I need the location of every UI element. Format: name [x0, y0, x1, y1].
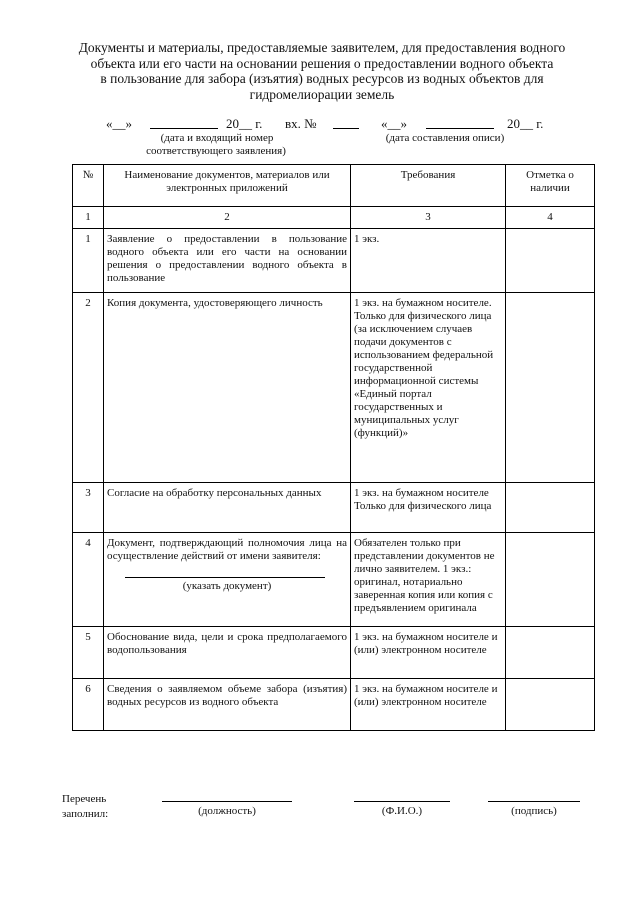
left-date-day: «__» — [106, 116, 132, 131]
position-caption: (должность) — [198, 805, 256, 817]
table-row — [73, 293, 595, 483]
row-mark-cell[interactable] — [506, 293, 595, 483]
row-requirements: 1 экз. — [351, 229, 506, 293]
table-row — [73, 627, 595, 679]
row-num: 4 — [73, 533, 104, 627]
left-caption-2: соответствующего заявления) — [146, 145, 286, 157]
table-row — [73, 533, 595, 627]
row-name: Документ, подтверждающий полномочия лица на осуществление действий от имени заявителя: — [107, 537, 347, 562]
row-num: 5 — [73, 627, 104, 679]
fio-caption: (Ф.И.О.) — [381, 805, 423, 817]
documents-table — [72, 164, 595, 731]
row-mark-cell[interactable] — [506, 229, 595, 293]
filled-by-label-2: заполнил: — [62, 808, 109, 820]
row-num: 1 — [73, 229, 104, 293]
row-requirements: Обязателен только при представлении документов не лично заявителем. 1 экз.: оригинал, нотариально заверенная копия или копия с предъявлением оригинала — [351, 533, 506, 627]
signature-caption: (подпись) — [511, 805, 557, 817]
right-date-day: «__» — [381, 116, 407, 131]
row-name-cell — [104, 533, 351, 627]
row-requirements: 1 экз. на бумажном носителе и (или) электронном носителе — [351, 627, 506, 679]
left-caption-1: (дата и входящий номер — [160, 132, 274, 144]
title-line-4: гидромелиорации земель — [249, 86, 395, 102]
fio-line[interactable] — [354, 801, 450, 802]
row-num: 6 — [73, 679, 104, 731]
header-mark: Отметка о наличии — [506, 165, 595, 207]
index-cell-4: 4 — [506, 207, 595, 229]
left-date-month-line — [150, 128, 218, 129]
row-num: 3 — [73, 483, 104, 533]
row-requirements: 1 экз. на бумажном носителе. Только для физического лица (за исключением случаев подачи документов с использованием федеральной государственной информационной системы «Единый портал государственных и муниципальных услуг (функций)» — [351, 293, 506, 483]
table-row — [73, 229, 595, 293]
row-name: Обоснование вида, цели и срока предполагаемого водопользования — [104, 627, 351, 679]
index-cell-1: 1 — [73, 207, 104, 229]
table-index-row — [73, 207, 595, 229]
table-header-row — [73, 165, 595, 207]
document-title — [62, 40, 582, 102]
document-input-line[interactable] — [125, 577, 325, 578]
title-line-3: в пользование для забора (изъятия) водных ресурсов из водных объектов для — [100, 71, 544, 86]
row-num: 2 — [73, 293, 104, 483]
incoming-number-label: вх. № — [285, 116, 317, 131]
row-name: Согласие на обработку персональных данных — [104, 483, 351, 533]
signature-block — [0, 793, 640, 853]
row-name: Копия документа, удостоверяющего личность — [104, 293, 351, 483]
index-cell-2: 2 — [104, 207, 351, 229]
document-input-caption: (указать документ) — [182, 580, 272, 592]
title-line-2: объекта или его части на основании решения о предоставлении водного объекта — [90, 55, 554, 71]
position-line[interactable] — [162, 801, 292, 802]
row-name: Сведения о заявляемом объеме забора (изъятия) водных ресурсов из водного объекта — [104, 679, 351, 731]
row-mark-cell[interactable] — [506, 627, 595, 679]
table-row — [73, 483, 595, 533]
row-mark-cell[interactable] — [506, 533, 595, 627]
header-requirements: Требования — [351, 165, 506, 207]
row-name: Заявление о предоставлении в пользование водного объекта или его части на основании решения о предоставлении водного объекта в пользование — [104, 229, 351, 293]
incoming-number-line — [333, 128, 359, 129]
header-num: № — [73, 165, 104, 207]
signature-line[interactable] — [488, 801, 580, 802]
right-date-year: 20__ г. — [507, 116, 544, 131]
right-date-month-line — [426, 128, 494, 129]
left-date-year: 20__ г. — [226, 116, 263, 131]
row-mark-cell[interactable] — [506, 679, 595, 731]
index-cell-3: 3 — [351, 207, 506, 229]
header-name: Наименование документов, материалов или электронных приложений — [104, 165, 351, 207]
table-row — [73, 679, 595, 731]
right-caption: (дата составления описи) — [385, 132, 505, 144]
row-requirements: 1 экз. на бумажном носителе Только для физического лица — [351, 483, 506, 533]
title-line-1: Документы и материалы, предоставляемые заявителем, для предоставления водного — [78, 40, 566, 55]
row-requirements: 1 экз. на бумажном носителе и (или) электронном носителе — [351, 679, 506, 731]
row-mark-cell[interactable] — [506, 483, 595, 533]
filled-by-label-1: Перечень — [62, 793, 107, 805]
